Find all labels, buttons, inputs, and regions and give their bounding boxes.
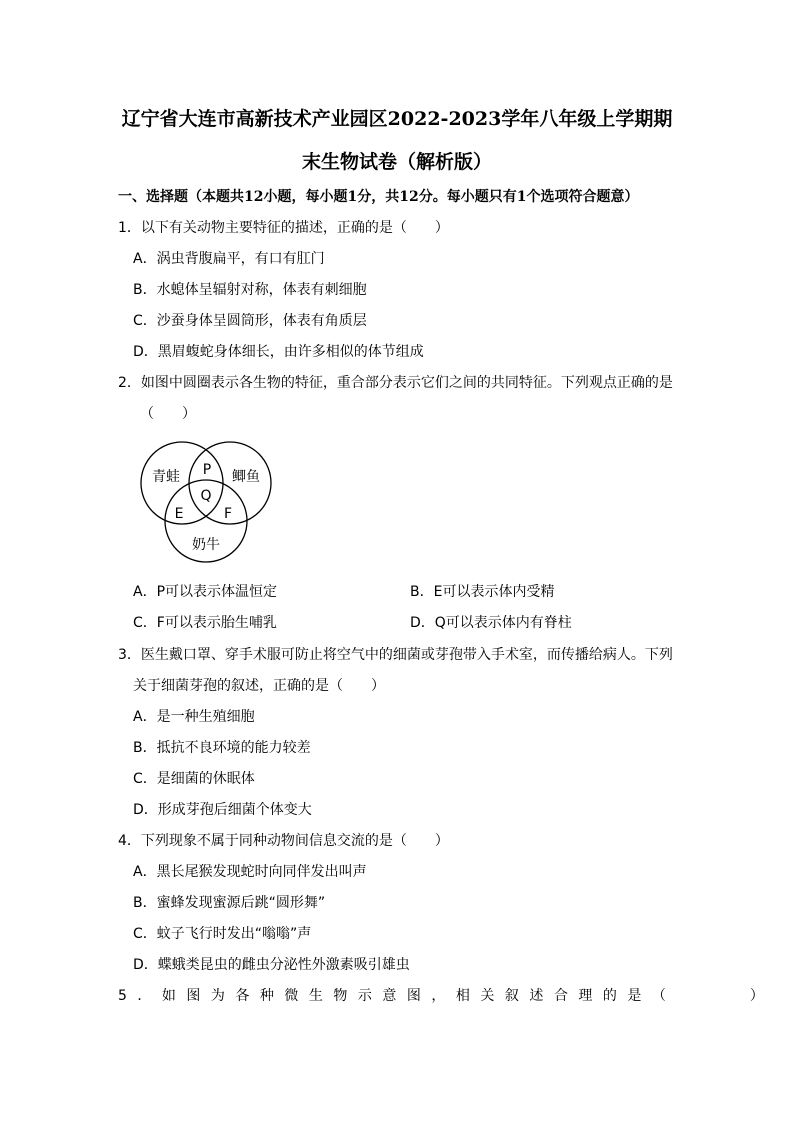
q4-option-b: B．蜜蜂发现蜜源后跳“圆形舞” <box>133 895 326 911</box>
q3-option-b: B．抵抗不良环境的能力较差 <box>133 740 311 756</box>
venn-label-fish: 鲫鱼 <box>232 469 260 485</box>
question-2-stem-cont: （ ） <box>140 406 196 422</box>
question-5-stem: 5．如图为各种微生物示意图，相关叙述合理的是（ ） <box>118 988 775 1004</box>
q2-option-d: D．Q可以表示体内有脊柱 <box>410 615 572 631</box>
venn-region-q: Q <box>200 488 212 504</box>
title-line-1: 辽宁省大连市高新技术产业园区2022-2023学年八年级上学期期 <box>121 108 673 130</box>
q1-option-a: A．涡虫背腹扁平，有口有肛门 <box>133 251 325 267</box>
q4-option-a: A．黑长尾猴发现蛇时向同伴发出叫声 <box>133 864 367 880</box>
question-4-stem: 4．下列现象不属于同种动物间信息交流的是（ ） <box>118 833 449 849</box>
question-3-stem: 3．医生戴口罩、穿手术服可防止将空气中的细菌或芽孢带入手术室，而传播给病人。下列 <box>118 647 673 663</box>
question-2-stem: 2．如图中圆圈表示各生物的特征，重合部分表示它们之间的共同特征。下列观点正确的是 <box>118 375 673 391</box>
q2-option-b: B．E可以表示体内受精 <box>410 584 555 600</box>
q1-option-d: D．黑眉蝮蛇身体细长，由许多相似的体节组成 <box>133 344 424 360</box>
venn-label-frog: 青蛙 <box>152 469 180 485</box>
venn-diagram <box>133 440 293 570</box>
section-heading: 一、选择题（本题共12小题，每小题1分，共12分。每小题只有1个选项符合题意） <box>118 189 639 205</box>
q3-option-a: A．是一种生殖细胞 <box>133 709 255 725</box>
q3-option-d: D．形成芽孢后细菌个体变大 <box>133 802 312 818</box>
q2-option-c: C．F可以表示胎生哺乳 <box>133 615 277 631</box>
question-3-stem-cont: 关于细菌芽孢的叙述，正确的是（ ） <box>133 678 385 694</box>
q1-option-c: C．沙蚕身体呈圆筒形，体表有角质层 <box>133 313 367 329</box>
title-line-2: 末生物试卷（解析版） <box>301 151 492 173</box>
q4-option-d: D．蝶蛾类昆虫的雌虫分泌性外激素吸引雄虫 <box>133 957 410 973</box>
venn-region-e: E <box>174 506 184 522</box>
venn-region-f: F <box>223 506 233 522</box>
q1-option-b: B．水螅体呈辐射对称，体表有刺细胞 <box>133 282 367 298</box>
venn-label-cow: 奶牛 <box>192 537 220 553</box>
venn-region-p: P <box>202 462 212 478</box>
question-1-stem: 1．以下有关动物主要特征的描述，正确的是（ ） <box>118 220 449 236</box>
q4-option-c: C．蚊子飞行时发出“嗡嗡”声 <box>133 926 312 942</box>
q3-option-c: C．是细菌的休眠体 <box>133 771 255 787</box>
q2-option-a: A．P可以表示体温恒定 <box>133 584 278 600</box>
